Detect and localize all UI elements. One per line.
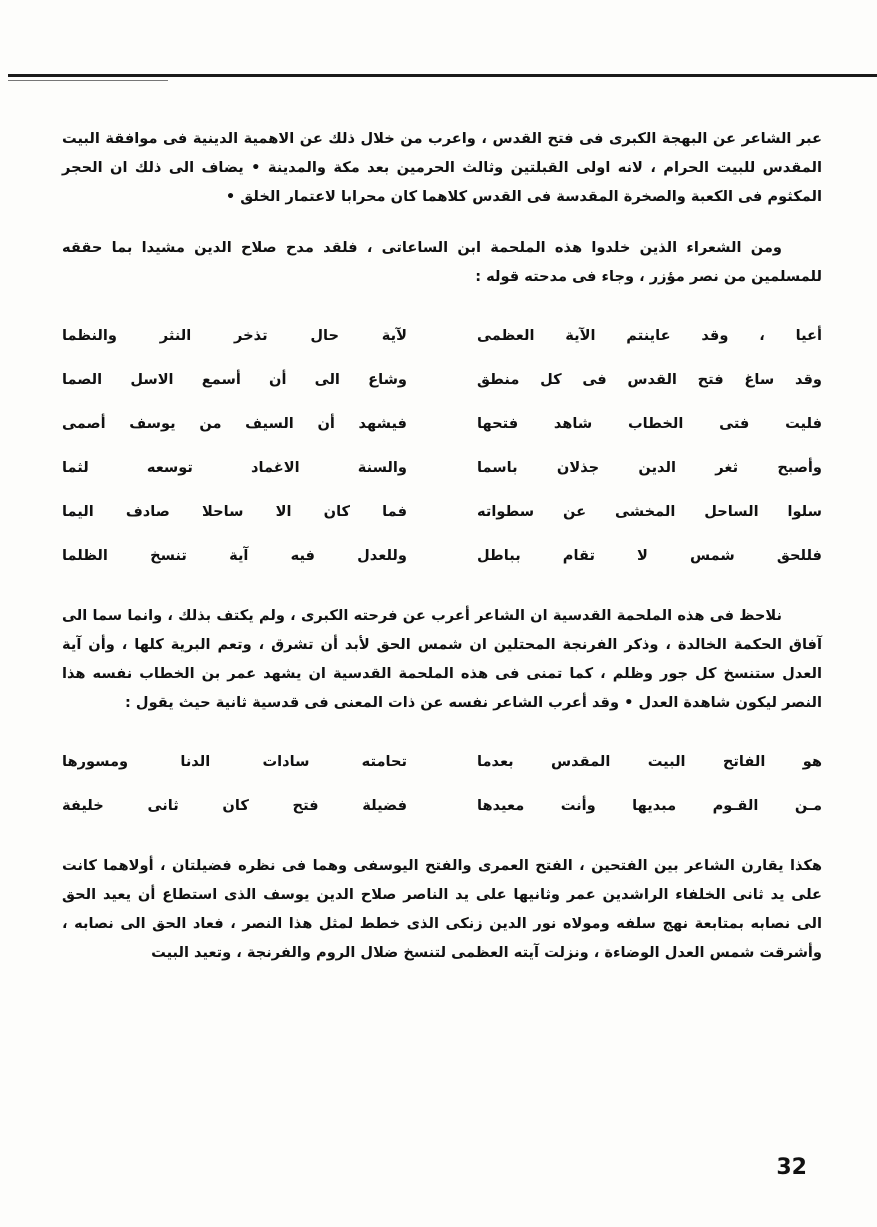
verse xyxy=(62,313,822,357)
poem-1 xyxy=(62,313,822,577)
verse-second-hemistich: وشاع الى أن أسمع الاسل الصما xyxy=(62,370,407,388)
verse-second-hemistich: فيشهد أن السيف من يوسف أصمى xyxy=(62,414,407,432)
verse-first-hemistich: وأصبح ثغر الدين جذلان باسما xyxy=(477,458,822,476)
header-rule xyxy=(8,74,877,77)
verse-second-hemistich: لآية حال تذخر النثر والنظما xyxy=(62,326,407,344)
poem-2 xyxy=(62,739,822,827)
page-number: 32 xyxy=(776,1155,807,1180)
verse xyxy=(62,739,822,783)
verse-first-hemistich: أعيا ، وقد عاينتم الآية العظمى xyxy=(477,326,822,344)
verse-first-hemistich: هو الفاتح البيت المقدس بعدما xyxy=(477,752,822,770)
verse-second-hemistich: والسنة الاغماد توسعه لثما xyxy=(62,458,407,476)
verse-first-hemistich: سلوا الساحل المخشى عن سطواته xyxy=(477,502,822,520)
verse xyxy=(62,445,822,489)
paragraph-2: ومن الشعراء الذين خلدوا هذه الملحمة ابن الساعاتى ، فلقد مدح صلاح الدين مشيدا بما حققه للمسلمين من نصر مؤزر ، وجاء فى مدحته قوله : xyxy=(62,239,822,285)
verse-first-hemistich: وقد ساغ فتح القدس فى كل منطق xyxy=(477,370,822,388)
verse xyxy=(62,783,822,827)
verse-second-hemistich: تحامته سادات الدنا ومسورها xyxy=(62,752,407,770)
verse xyxy=(62,489,822,533)
verse xyxy=(62,401,822,445)
verse-first-hemistich: مـن القـوم مبديها وأنت معيدها xyxy=(477,796,822,814)
verse-first-hemistich: فليت فتى الخطاب شاهد فتحها xyxy=(477,414,822,432)
verse-second-hemistich: وللعدل فيه آية تنسخ الظلما xyxy=(62,546,407,564)
verse-second-hemistich: فضيلة فتح كان ثانى خليفة xyxy=(62,796,407,814)
page-body xyxy=(62,124,822,989)
paragraph-1: عبر الشاعر عن البهجة الكبرى فى فتح القدس ، واعرب من خلال ذلك عن الاهمية الدينية فى موافقة البيت المقدس للبيت الحرام ، لانه اولى القبلتين وثالث الحرمين بعد مكة والمدينة • يضاف الى ذلك ان الحجر المكثوم فى الكعبة والصخرة المقدسة فى القدس كلاهما كان محرابا لاعتمار الخلق • xyxy=(62,130,822,205)
paragraph-3: نلاحظ فى هذه الملحمة القدسية ان الشاعر أعرب عن فرحته الكبرى ، ولم يكتف بذلك ، وانما سما الى آفاق الحكمة الخالدة ، وذكر الفرنجة المحتلين ان شمس الحق لأبد أن تشرق ، وتعم البرية كلها ، وأن آية العدل ستنسخ كل جور وظلم ، كما تمنى فى هذه الملحمة القدسية ان يشهد عمر بن الخطاب نفسه هذا النصر ليكون شاهدة العدل • وقد أعرب الشاعر نفسه عن ذات المعنى فى قدسية ثانية حيث يقول : xyxy=(62,607,822,711)
paragraph-4: هكذا يقارن الشاعر بين الفتحين ، الفتح العمرى والفتح اليوسفى وهما فى نظره فضيلتان ، أولاهما كانت على يد ثانى الخلفاء الراشدين عمر وثانيها على يد الناصر صلاح الدين يوسف الذى استطاع أن يعيد الحق الى نصابه بمتابعة نهج سلفه ومولاه نور الدين زنكى الذى خطط لمثل هذا النصر ، فعاد الحق الى نصابه ، وأشرقت شمس العدل الوضاءة ، ونزلت آيته العظمى لتنسخ ضلال الروم والفرنجة ، وتعيد البيت xyxy=(62,857,822,961)
header-rule-thin xyxy=(8,80,168,81)
verse xyxy=(62,533,822,577)
verse xyxy=(62,357,822,401)
verse-second-hemistich: فما كان الا ساحلا صادف اليما xyxy=(62,502,407,520)
verse-first-hemistich: فللحق شمس لا تقام بباطل xyxy=(477,546,822,564)
